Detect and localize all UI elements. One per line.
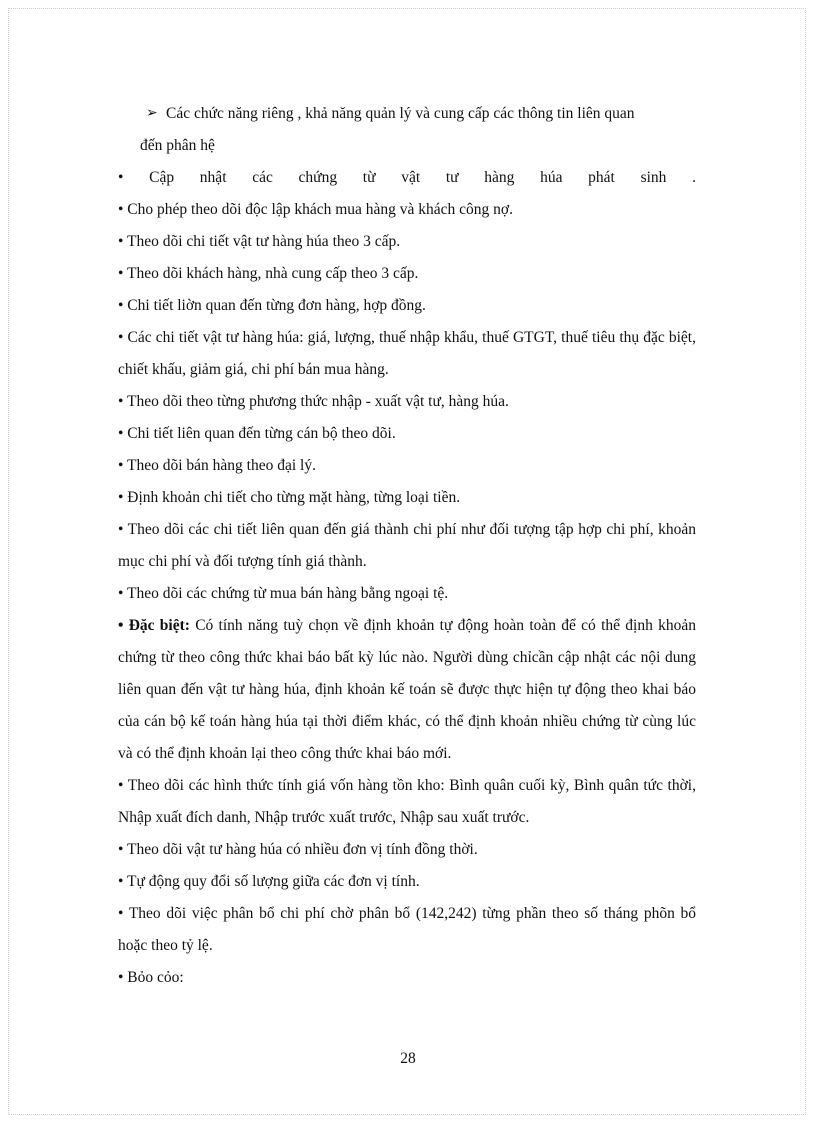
list-item: • Định khoản chi tiết cho từng mặt hàng, từng loại tiền. — [118, 489, 461, 506]
special-feature-paragraph — [118, 610, 696, 770]
special-label: • Đặc biệt: — [118, 617, 190, 634]
list-item: • Theo dõi các chi tiết liên quan đến giá thành chi phí như đối tượng tập hợp chi phí, khoản mục chi phí và đối tượng tính giá thành. — [118, 521, 696, 570]
list-item: • Theo dõi các chứng từ mua bán hàng bằng ngoại tệ. — [118, 585, 449, 602]
special-text: Có tính năng tuỳ chọn về định khoản tự động hoàn toàn để có thể định khoản chứng từ theo công thức khai báo bất kỳ lúc nào. Người dùng chỉcần cập nhật các nội dung liên quan đến vật tư hàng húa, định khoản kế toán sẽ được thực hiện tự động theo khai báo của cán bộ kế toán hàng húa tại thời điểm khác, có thể định khoản nhiều chứng từ cùng lúc và có thể định khoản lại theo công thức khai báo mới. — [118, 617, 696, 762]
list-item: • Các chi tiết vật tư hàng húa: giá, lượng, thuế nhập khẩu, thuế GTGT, thuế tiêu thụ đặc biệt, chiết khấu, giảm giá, chi phí bán mua hàng. — [118, 329, 696, 378]
list-item: • Theo dõi việc phân bổ chi phí chờ phân bổ (142,242) từng phần theo số tháng phõn bổ hoặc theo tỷ lệ. — [118, 905, 696, 954]
list-item: • Theo dõi khách hàng, nhà cung cấp theo 3 cấp. — [118, 265, 419, 282]
list-item: • Theo dõi vật tư hàng húa có nhiều đơn vị tính đồng thời. — [118, 841, 478, 858]
list-item: • Bỏo cỏo: — [118, 969, 184, 986]
list-item: • Theo dõi theo từng phương thức nhập - xuất vật tư, hàng húa. — [118, 393, 509, 410]
list-item: • Cho phép theo dõi độc lập khách mua hàng và khách công nợ. — [118, 201, 513, 218]
list-item: • Tự động quy đổi số lượng giữa các đơn vị tính. — [118, 873, 420, 890]
list-item: • Theo dõi chi tiết vật tư hàng húa theo 3 cấp. — [118, 233, 401, 250]
section-heading — [118, 98, 696, 162]
list-item: • Cập nhật các chứng từ vật tư hàng húa phát sinh . — [118, 169, 696, 186]
heading-line-2: đến phân hệ — [140, 137, 215, 154]
list-item: • Theo dõi bán hàng theo đại lý. — [118, 457, 316, 474]
list-item: • Chi tiết liờn quan đến từng đơn hàng, hợp đồng. — [118, 297, 426, 314]
document-body — [118, 98, 696, 994]
arrow-bullet-icon: ➢ — [146, 106, 158, 121]
heading-line-1: Các chức năng riêng , khả năng quản lý và cung cấp các thông tin liên quan — [166, 105, 635, 122]
list-item: • Chi tiết liên quan đến từng cán bộ theo dõi. — [118, 425, 396, 442]
list-item: • Theo dõi các hình thức tính giá vốn hàng tồn kho: Bình quân cuối kỳ, Bình quân tức thời, Nhập xuất đích danh, Nhập trước xuất trước, Nhập sau xuất trước. — [118, 777, 696, 826]
page-number: 28 — [400, 1050, 416, 1067]
